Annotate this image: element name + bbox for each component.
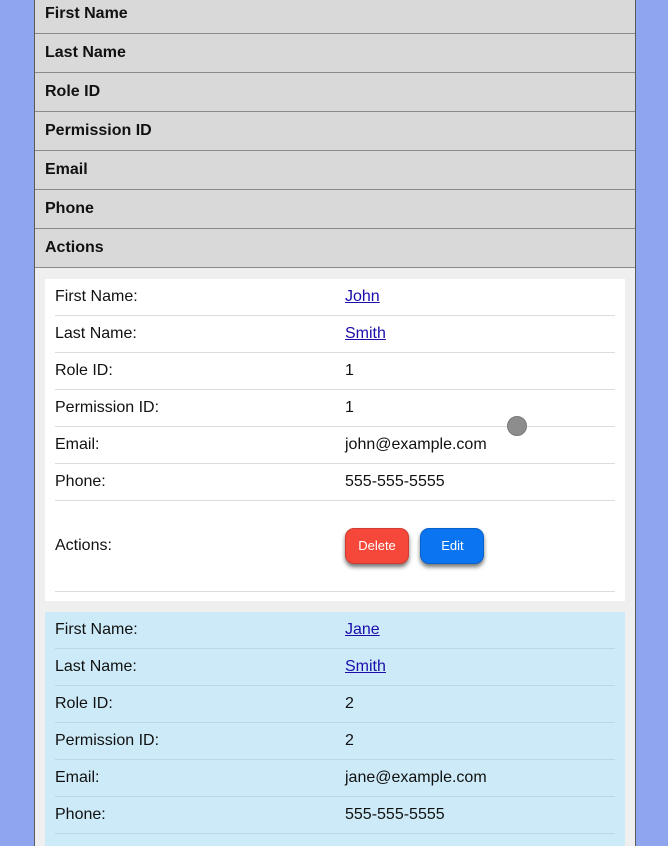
field-row-permission-id: [55, 390, 615, 427]
header-actions: Actions: [35, 229, 635, 268]
phone-value: 555-555-5555: [345, 473, 445, 490]
last-name-label: Last Name:: [55, 325, 137, 342]
permission-id-value: 2: [345, 732, 354, 749]
field-row-email: [55, 760, 615, 797]
field-row-first-name: [55, 279, 615, 316]
field-row-phone: [55, 464, 615, 501]
first-name-link[interactable]: John: [345, 288, 380, 305]
header-phone[interactable]: Phone: [35, 190, 635, 229]
user-card-jane: [45, 612, 625, 846]
header-permission-id[interactable]: Permission ID: [35, 112, 635, 151]
phone-label: Phone:: [55, 473, 106, 490]
actions-buttons: [345, 528, 615, 564]
first-name-label: First Name:: [55, 621, 138, 638]
email-value: john@example.com: [345, 436, 487, 453]
header-last-name[interactable]: Last Name: [35, 34, 635, 73]
delete-button[interactable]: Delete: [345, 528, 409, 564]
email-label: Email:: [55, 436, 100, 453]
field-row-phone: [55, 797, 615, 834]
field-row-role-id: [55, 353, 615, 390]
role-id-label: Role ID:: [55, 695, 113, 712]
field-row-permission-id: [55, 723, 615, 760]
header-first-name[interactable]: First Name: [35, 0, 635, 34]
field-row-email: [55, 427, 615, 464]
phone-value: 555-555-5555: [345, 806, 445, 823]
role-id-value: 2: [345, 695, 354, 712]
email-label: Email:: [55, 769, 100, 786]
permission-id-label: Permission ID:: [55, 732, 160, 749]
last-name-link[interactable]: Smith: [345, 325, 386, 342]
first-name-link[interactable]: Jane: [345, 621, 380, 638]
permission-id-value: 1: [345, 399, 354, 416]
mouse-cursor-indicator: [507, 416, 527, 436]
phone-label: Phone:: [55, 806, 106, 823]
role-id-label: Role ID:: [55, 362, 113, 379]
header-email[interactable]: Email: [35, 151, 635, 190]
field-row-role-id: [55, 686, 615, 723]
field-row-last-name: [55, 316, 615, 353]
first-name-label: First Name:: [55, 288, 138, 305]
user-card-john: [45, 279, 625, 601]
role-id-value: 1: [345, 362, 354, 379]
email-value: jane@example.com: [345, 769, 487, 786]
field-row-actions: [55, 501, 615, 592]
users-table-panel: [34, 0, 636, 846]
edit-button[interactable]: Edit: [420, 528, 484, 564]
field-row-first-name: [55, 612, 615, 649]
last-name-link[interactable]: Smith: [345, 658, 386, 675]
last-name-label: Last Name:: [55, 658, 137, 675]
field-row-last-name: [55, 649, 615, 686]
header-role-id[interactable]: Role ID: [35, 73, 635, 112]
permission-id-label: Permission ID:: [55, 399, 160, 416]
actions-label: Actions:: [55, 537, 112, 554]
